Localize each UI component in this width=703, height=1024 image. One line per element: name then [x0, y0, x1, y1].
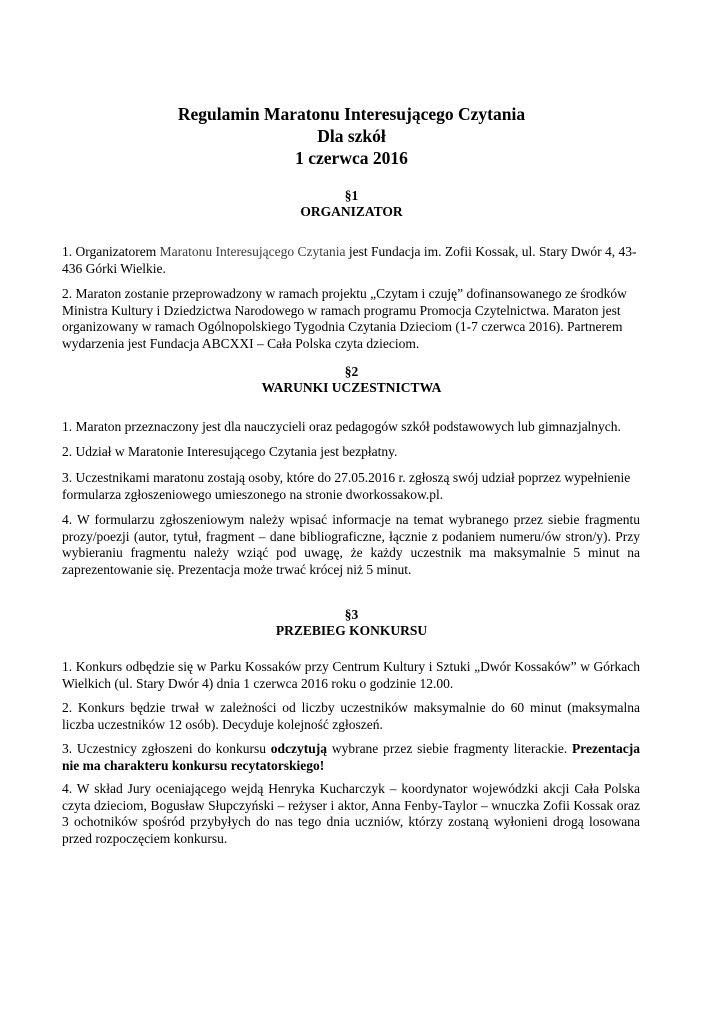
title-line-2: Dla szkół — [317, 126, 386, 146]
paragraph-2-1: 1. Maraton przeznaczony jest dla nauczycieli oraz pedagogów szkół podstawowych lub gimnazjalnych. — [62, 419, 621, 434]
section-number: §3 — [344, 607, 359, 622]
title-line-1: Regulamin Maratonu Interesującego Czytania — [177, 104, 526, 124]
bold-emphasis: odczytują — [270, 741, 328, 756]
section-title: WARUNKI UCZESTNICTWA — [261, 380, 442, 395]
paragraph-3-4: 4. W skład Jury oceniającego wejdą Henryka Kucharczyk – koordynator wojewódzki akcji Cała Polska czyta dzieciom, Bogusław Słupczyński – reżyser i aktor, Anna Fenby-Taylor – wnuczka Zofii Kossak oraz 3 ochotników spośród przybyłych do nas tego dnia uczniów, którzy zostaną wyłonieni drogą losowana przed rozpoczęciem konkursu. — [62, 781, 640, 846]
paragraph-2-3: 3. Uczestnikami maratonu zostają osoby, które do 27.05.2016 r. zgłoszą swój udział poprzez wypełnienie formularza zgłoszeniowego umieszonego na stronie dworkossakow.pl. — [62, 470, 631, 502]
paragraph-3-1: 1. Konkurs odbędzie się w Parku Kossaków przy Centrum Kultury i Sztuki „Dwór Kossaków” w Górkach Wielkich (ul. Stary Dwór 4) dnia 1 czerwca 2016 roku o godzinie 12.00. — [62, 659, 640, 691]
section-2-heading — [0, 364, 703, 396]
paragraph-2-4: 4. W formularzu zgłoszeniowym należy wpisać informacje na temat wybranego przez siebie fragmentu prozy/poezji (autor, tytuł, fragment – dane bibliograficzne, łącznie z podaniem numeru/ów stron/y). Przy wybieraniu fragmentu należy wziąć pod uwagę, że każdy uczestnik ma maksymalnie 5 minut na zaprezentowanie się. Prezentacja może trwać krócej niż 5 minut. — [62, 512, 640, 577]
section-number: §2 — [344, 364, 359, 379]
section-1-heading — [0, 188, 703, 220]
paragraph-2-2: 2. Udział w Maratonie Interesującego Czytania jest bezpłatny. — [62, 444, 398, 459]
section-title: ORGANIZATOR — [300, 204, 403, 219]
document-title — [0, 103, 703, 169]
bold-notice: Prezentacja nie ma charakteru konkursu recytatorskiego! — [62, 741, 640, 773]
section-number: §1 — [344, 188, 359, 203]
paragraph-3-2: 2. Konkurs będzie trwał w zależności od liczby uczestników maksymalnie do 60 minut (maksymalna liczba uczestników 12 osób). Decyduje kolejność zgłoszeń. — [62, 700, 640, 732]
paragraph-3-3: 3. Uczestnicy zgłoszeni do konkursu odczytują wybrane przez siebie fragmenty literackie. Prezentacja nie ma charakteru konkursu recytatorskiego! — [62, 741, 640, 773]
title-line-3: 1 czerwca 2016 — [295, 148, 408, 168]
paragraph-1-1: 1. Organizatorem Maratonu Interesującego Czytania jest Fundacja im. Zofii Kossak, ul. Stary Dwór 4, 43-436 Górki Wielkie. — [62, 244, 637, 276]
event-name: Maratonu Interesującego Czytania — [159, 244, 346, 259]
section-title: PRZEBIEG KONKURSU — [275, 623, 428, 638]
paragraph-1-2: 2. Maraton zostanie przeprowadzony w ramach projektu „Czytam i czuję” dofinansowanego ze środków Ministra Kultury i Dziedzictwa Narodowego w ramach programu Promocja Czytelnictwa. Maraton jest organizowany w ramach Ogólnopolskiego Tygodnia Czytania Dzieciom (1-7 czerwca 2016). Partnerem wydarzenia jest Fundacja ABCXXI – Cała Polska czyta dzieciom. — [62, 286, 627, 351]
section-3-heading — [0, 607, 703, 639]
